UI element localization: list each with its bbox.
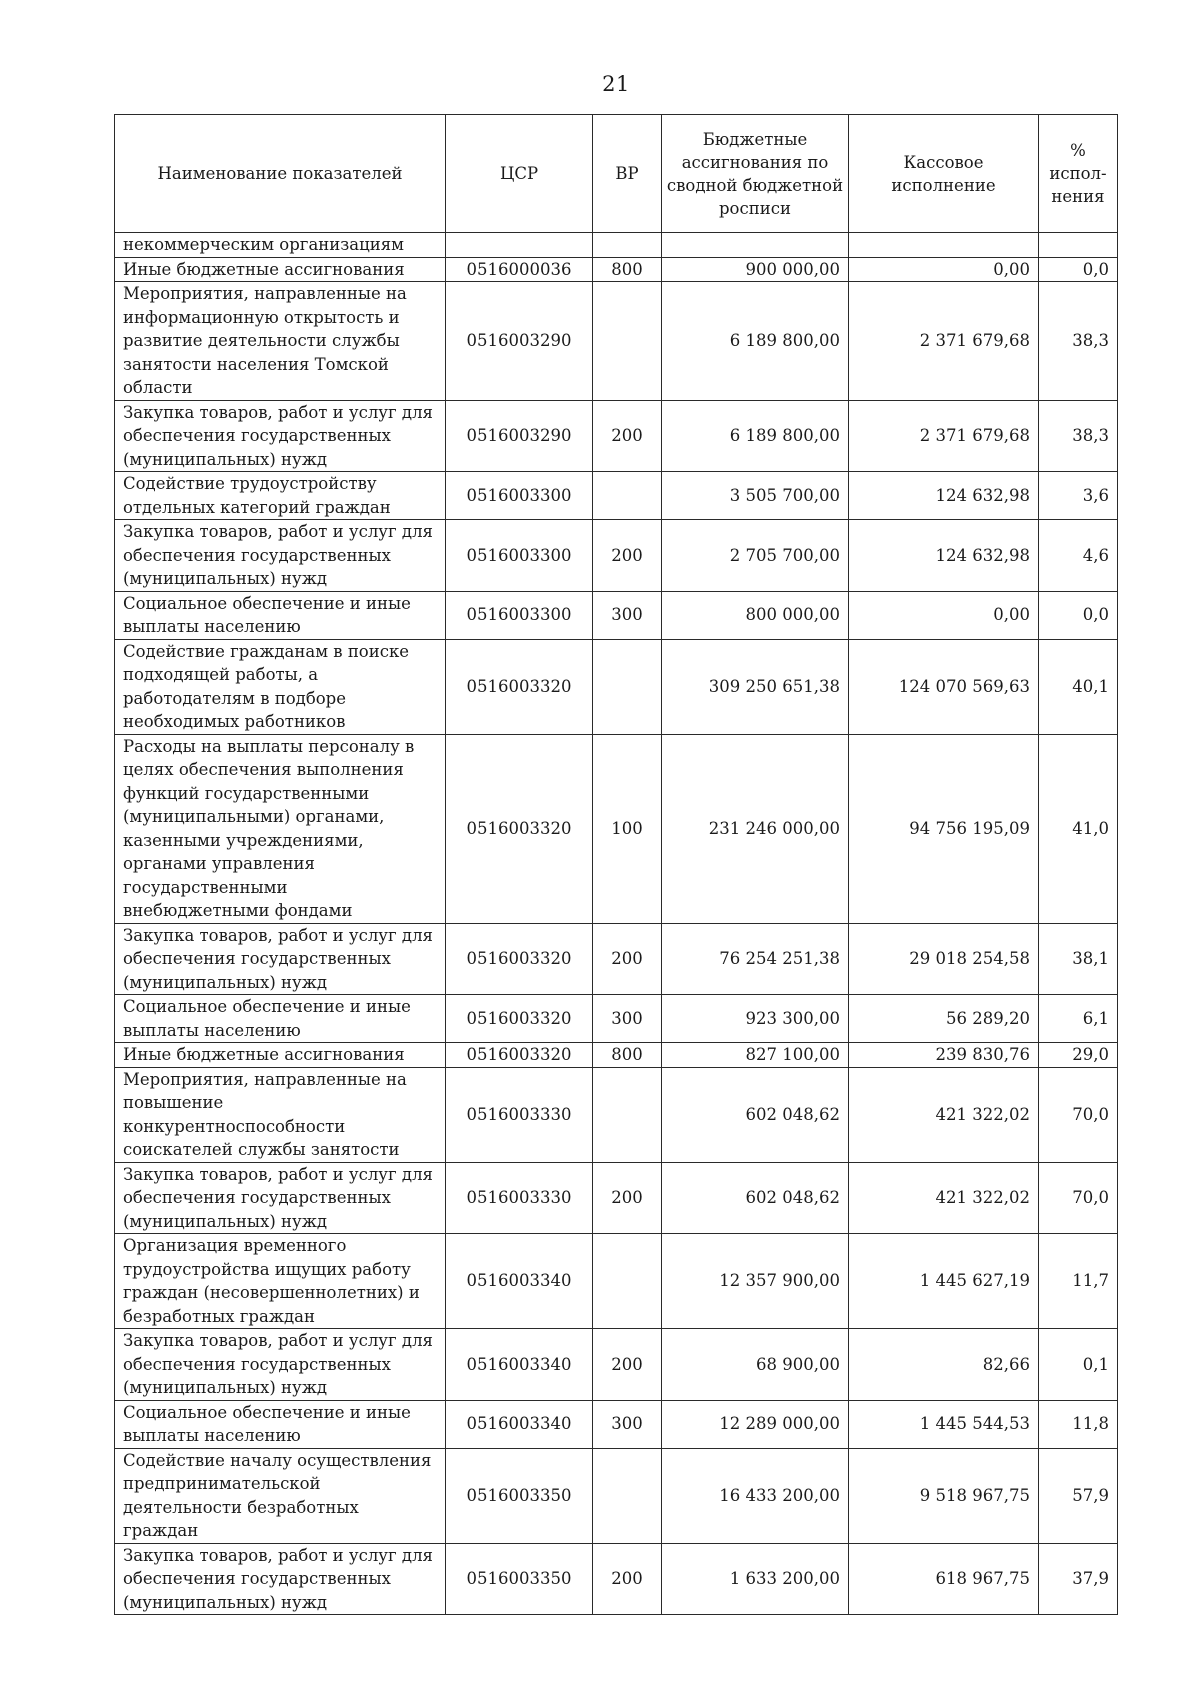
table-row — [115, 233, 1118, 258]
header-cash: Кассовое исполнение — [849, 115, 1039, 233]
cell-percent: 38,3 — [1039, 400, 1118, 472]
cell-budget: 602 048,62 — [662, 1067, 849, 1162]
cell-cash: 124 070 569,63 — [849, 639, 1039, 734]
page-number: 21 — [602, 72, 630, 96]
table-row — [115, 1329, 1118, 1401]
table-row — [115, 472, 1118, 520]
cell-csr: 0516003350 — [446, 1543, 593, 1615]
cell-budget: 800 000,00 — [662, 591, 849, 639]
table-row — [115, 1234, 1118, 1329]
cell-vr — [593, 1067, 662, 1162]
cell-percent: 11,7 — [1039, 1234, 1118, 1329]
cell-name: Социальное обеспечение и иные выплаты населению — [115, 995, 446, 1043]
cell-name: Закупка товаров, работ и услуг для обеспечения государственных (муниципальных) нужд — [115, 1543, 446, 1615]
cell-percent: 41,0 — [1039, 734, 1118, 923]
cell-cash: 56 289,20 — [849, 995, 1039, 1043]
cell-vr — [593, 282, 662, 401]
cell-vr: 200 — [593, 1543, 662, 1615]
cell-name: Социальное обеспечение и иные выплаты населению — [115, 1400, 446, 1448]
cell-csr: 0516003320 — [446, 639, 593, 734]
cell-csr: 0516003300 — [446, 472, 593, 520]
budget-execution-table — [114, 114, 1118, 1615]
cell-vr: 200 — [593, 400, 662, 472]
cell-budget: 68 900,00 — [662, 1329, 849, 1401]
cell-csr — [446, 233, 593, 258]
cell-csr: 0516000036 — [446, 257, 593, 282]
cell-vr — [593, 639, 662, 734]
cell-budget: 309 250 651,38 — [662, 639, 849, 734]
cell-percent: 57,9 — [1039, 1448, 1118, 1543]
cell-name: Мероприятия, направленные на повышение конкурентноспособности соискателей службы занятости — [115, 1067, 446, 1162]
header-percent: % испол-нения — [1039, 115, 1118, 233]
cell-budget: 231 246 000,00 — [662, 734, 849, 923]
cell-budget: 12 289 000,00 — [662, 1400, 849, 1448]
header-name: Наименование показателей — [115, 115, 446, 233]
cell-vr: 200 — [593, 923, 662, 995]
cell-vr: 200 — [593, 520, 662, 592]
cell-percent: 38,1 — [1039, 923, 1118, 995]
cell-cash: 2 371 679,68 — [849, 400, 1039, 472]
cell-percent: 37,9 — [1039, 1543, 1118, 1615]
table-row — [115, 1043, 1118, 1068]
cell-vr: 800 — [593, 257, 662, 282]
cell-name: Содействие трудоустройству отдельных категорий граждан — [115, 472, 446, 520]
cell-percent: 40,1 — [1039, 639, 1118, 734]
cell-name: Иные бюджетные ассигнования — [115, 1043, 446, 1068]
cell-vr: 300 — [593, 995, 662, 1043]
cell-budget: 12 357 900,00 — [662, 1234, 849, 1329]
cell-cash: 2 371 679,68 — [849, 282, 1039, 401]
cell-percent: 3,6 — [1039, 472, 1118, 520]
table-row — [115, 1400, 1118, 1448]
cell-name: Закупка товаров, работ и услуг для обеспечения государственных (муниципальных) нужд — [115, 1162, 446, 1234]
cell-cash: 421 322,02 — [849, 1162, 1039, 1234]
cell-name: Иные бюджетные ассигнования — [115, 257, 446, 282]
cell-cash: 421 322,02 — [849, 1067, 1039, 1162]
cell-cash: 9 518 967,75 — [849, 1448, 1039, 1543]
table-body — [115, 233, 1118, 1615]
cell-percent: 6,1 — [1039, 995, 1118, 1043]
cell-budget — [662, 233, 849, 258]
cell-cash — [849, 233, 1039, 258]
cell-vr — [593, 1448, 662, 1543]
header-csr: ЦСР — [446, 115, 593, 233]
cell-csr: 0516003340 — [446, 1329, 593, 1401]
table-row — [115, 400, 1118, 472]
cell-cash: 618 967,75 — [849, 1543, 1039, 1615]
cell-percent: 0,0 — [1039, 257, 1118, 282]
cell-csr: 0516003290 — [446, 400, 593, 472]
cell-percent: 29,0 — [1039, 1043, 1118, 1068]
cell-cash: 0,00 — [849, 591, 1039, 639]
cell-budget: 6 189 800,00 — [662, 282, 849, 401]
cell-cash: 94 756 195,09 — [849, 734, 1039, 923]
cell-vr: 100 — [593, 734, 662, 923]
cell-csr: 0516003340 — [446, 1400, 593, 1448]
table-row — [115, 1067, 1118, 1162]
cell-csr: 0516003330 — [446, 1067, 593, 1162]
cell-cash: 0,00 — [849, 257, 1039, 282]
table-row — [115, 639, 1118, 734]
cell-vr: 300 — [593, 1400, 662, 1448]
cell-csr: 0516003290 — [446, 282, 593, 401]
cell-budget: 76 254 251,38 — [662, 923, 849, 995]
cell-vr: 200 — [593, 1329, 662, 1401]
header-budget: Бюджетные ассигнования по сводной бюджетной росписи — [662, 115, 849, 233]
cell-name: Организация временного трудоустройства ищущих работу граждан (несовершеннолетних) и безработных граждан — [115, 1234, 446, 1329]
cell-budget: 900 000,00 — [662, 257, 849, 282]
cell-csr: 0516003320 — [446, 995, 593, 1043]
cell-budget: 3 505 700,00 — [662, 472, 849, 520]
cell-cash: 124 632,98 — [849, 472, 1039, 520]
cell-cash: 29 018 254,58 — [849, 923, 1039, 995]
cell-vr: 800 — [593, 1043, 662, 1068]
cell-vr — [593, 1234, 662, 1329]
cell-name: Социальное обеспечение и иные выплаты населению — [115, 591, 446, 639]
cell-vr — [593, 472, 662, 520]
cell-csr: 0516003300 — [446, 591, 593, 639]
table-row — [115, 591, 1118, 639]
table-row — [115, 995, 1118, 1043]
table-row — [115, 734, 1118, 923]
cell-vr: 300 — [593, 591, 662, 639]
table-row — [115, 1543, 1118, 1615]
cell-name: Содействие началу осуществления предпринимательской деятельности безработных граждан — [115, 1448, 446, 1543]
cell-name: Закупка товаров, работ и услуг для обеспечения государственных (муниципальных) нужд — [115, 1329, 446, 1401]
cell-name: Закупка товаров, работ и услуг для обеспечения государственных (муниципальных) нужд — [115, 923, 446, 995]
cell-csr: 0516003350 — [446, 1448, 593, 1543]
table-header-row — [115, 115, 1118, 233]
cell-csr: 0516003330 — [446, 1162, 593, 1234]
cell-percent — [1039, 233, 1118, 258]
cell-cash: 1 445 627,19 — [849, 1234, 1039, 1329]
cell-name: Содействие гражданам в поиске подходящей работы, а работодателям в подборе необходимых работников — [115, 639, 446, 734]
cell-name: Расходы на выплаты персоналу в целях обеспечения выполнения функций государственными (муниципальными) органами, казенными учреждениями, органами управления государственными внебюджетными фондами — [115, 734, 446, 923]
cell-name: некоммерческим организациям — [115, 233, 446, 258]
cell-budget: 6 189 800,00 — [662, 400, 849, 472]
cell-percent: 0,1 — [1039, 1329, 1118, 1401]
cell-cash: 124 632,98 — [849, 520, 1039, 592]
cell-percent: 70,0 — [1039, 1162, 1118, 1234]
cell-csr: 0516003320 — [446, 923, 593, 995]
cell-budget: 16 433 200,00 — [662, 1448, 849, 1543]
table-row — [115, 1448, 1118, 1543]
cell-name: Закупка товаров, работ и услуг для обеспечения государственных (муниципальных) нужд — [115, 520, 446, 592]
cell-csr: 0516003320 — [446, 734, 593, 923]
cell-percent: 70,0 — [1039, 1067, 1118, 1162]
cell-percent: 11,8 — [1039, 1400, 1118, 1448]
header-vr: ВР — [593, 115, 662, 233]
cell-vr: 200 — [593, 1162, 662, 1234]
cell-csr: 0516003340 — [446, 1234, 593, 1329]
cell-csr: 0516003320 — [446, 1043, 593, 1068]
cell-percent: 38,3 — [1039, 282, 1118, 401]
cell-name: Мероприятия, направленные на информационную открытость и развитие деятельности службы занятости населения Томской области — [115, 282, 446, 401]
table-row — [115, 282, 1118, 401]
cell-vr — [593, 233, 662, 258]
cell-percent: 4,6 — [1039, 520, 1118, 592]
table-row — [115, 520, 1118, 592]
cell-cash: 1 445 544,53 — [849, 1400, 1039, 1448]
cell-name: Закупка товаров, работ и услуг для обеспечения государственных (муниципальных) нужд — [115, 400, 446, 472]
cell-budget: 923 300,00 — [662, 995, 849, 1043]
table-row — [115, 923, 1118, 995]
cell-csr: 0516003300 — [446, 520, 593, 592]
cell-budget: 2 705 700,00 — [662, 520, 849, 592]
table-row — [115, 1162, 1118, 1234]
cell-budget: 1 633 200,00 — [662, 1543, 849, 1615]
cell-cash: 239 830,76 — [849, 1043, 1039, 1068]
cell-budget: 602 048,62 — [662, 1162, 849, 1234]
cell-budget: 827 100,00 — [662, 1043, 849, 1068]
table-row — [115, 257, 1118, 282]
cell-percent: 0,0 — [1039, 591, 1118, 639]
cell-cash: 82,66 — [849, 1329, 1039, 1401]
